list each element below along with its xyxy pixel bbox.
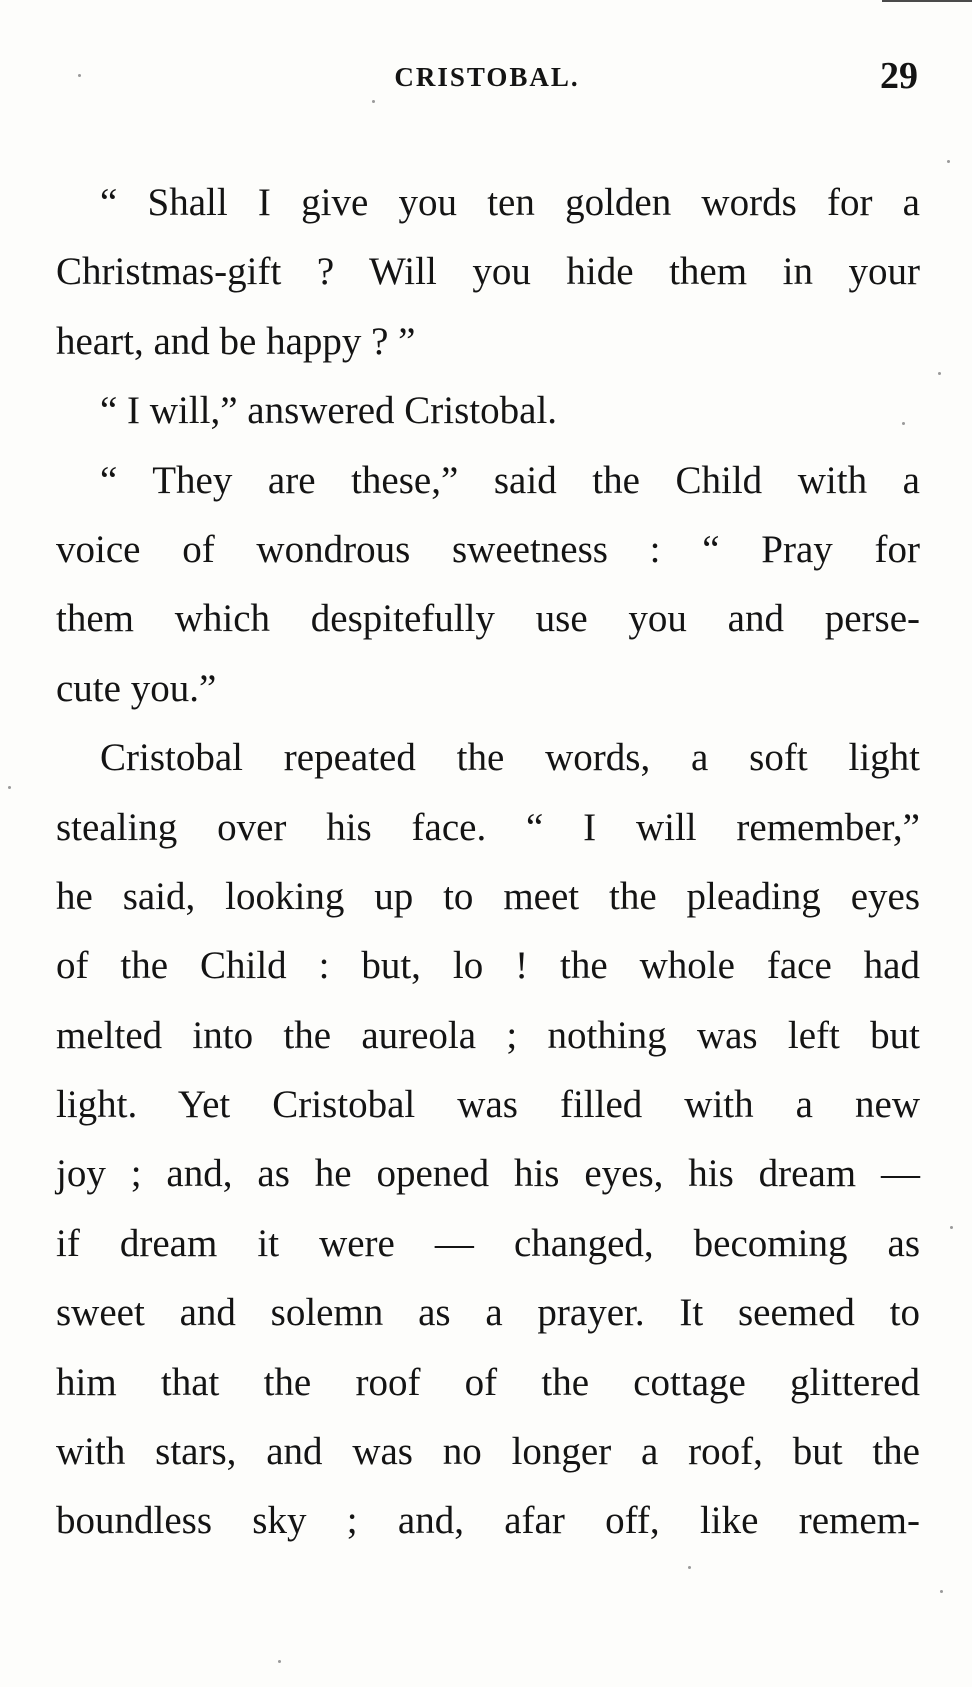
text-line: with stars, and was no longer a roof, but the — [56, 1430, 920, 1474]
running-title: CRISTOBAL. — [394, 62, 580, 92]
text-line: joy ; and, as he opened his eyes, his dream — — [56, 1152, 920, 1196]
text-line: sweet and solemn as a prayer. It seemed to — [56, 1291, 920, 1335]
text-line: melted into the aureola ; nothing was left but — [56, 1013, 920, 1057]
text-line: them which despitefully use you and perse- — [56, 597, 920, 641]
paper-speck — [688, 1566, 691, 1569]
paper-speck — [940, 1590, 943, 1593]
paper-speck — [902, 422, 905, 425]
text-line: voice of wondrous sweetness : “ Pray for — [56, 527, 920, 571]
paper-speck — [938, 372, 941, 375]
text-line: he said, looking up to meet the pleading eyes — [56, 874, 920, 918]
text-line: if dream it were — changed, becoming as — [56, 1221, 920, 1265]
text-line: cute you.” — [56, 666, 217, 710]
paper-speck — [278, 1660, 281, 1663]
page-edge-rule — [882, 0, 972, 2]
text-line: stealing over his face. “ I will remember,” — [56, 805, 920, 849]
paper-speck — [78, 74, 81, 77]
text-line: of the Child : but, lo ! the whole face had — [56, 944, 920, 988]
paper-speck — [8, 786, 11, 789]
text-line: Cristobal repeated the words, a soft light — [100, 736, 920, 780]
text-line: light. Yet Cristobal was filled with a new — [56, 1083, 920, 1127]
paper-speck — [372, 100, 375, 103]
text-line: Christmas-gift ? Will you hide them in your — [56, 250, 920, 294]
paper-speck — [947, 160, 950, 163]
text-line: heart, and be happy ? ” — [56, 319, 416, 363]
text-line: him that the roof of the cottage glittered — [56, 1360, 920, 1404]
body-text — [56, 168, 920, 1556]
text-line: boundless sky ; and, afar off, like remem- — [56, 1499, 920, 1543]
paper-speck — [950, 1226, 953, 1229]
text-line: “ I will,” answered Cristobal. — [100, 389, 558, 433]
text-line: “ They are these,” said the Child with a — [100, 458, 920, 502]
text-line: “ Shall I give you ten golden words for a — [100, 181, 920, 224]
page-number: 29 — [880, 55, 918, 97]
page-header — [52, 52, 922, 102]
